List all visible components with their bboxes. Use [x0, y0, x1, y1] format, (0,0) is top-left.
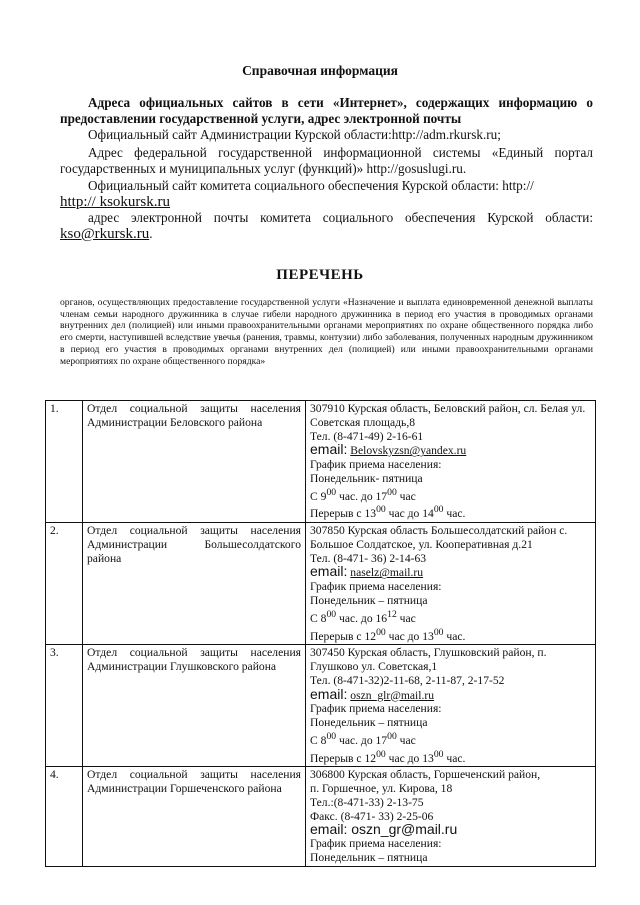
schedule-break — [310, 748, 591, 766]
break-to-min: 00 — [433, 504, 444, 516]
hours-from: С 8 — [310, 611, 327, 625]
office-email[interactable]: email: oszn_gr@mail.ru — [310, 821, 458, 838]
office-name: Отдел социальной защиты населения Администрации Глушковского района — [83, 645, 306, 767]
schedule-days: Понедельник- пятница — [310, 471, 423, 485]
break-to-min: 00 — [433, 626, 444, 638]
office-address: 307910 Курская область, Беловский район, сл. Белая ул. Советская площадь,8 — [310, 402, 586, 429]
office-email[interactable]: oszn_glr@mail.ru — [350, 688, 435, 702]
kso-email-link[interactable]: kso@rkursk.ru — [60, 225, 150, 242]
schedule-label: График приема населения: — [310, 458, 442, 472]
office-contacts — [306, 523, 596, 645]
row-number: 1. — [46, 401, 83, 523]
schedule-label: График приема населения: — [310, 580, 442, 594]
break-from-min: 00 — [376, 504, 386, 516]
table-row — [46, 401, 596, 523]
office-email[interactable]: Belovskyzsn@yandex.ru — [350, 444, 467, 458]
kso-site-link[interactable]: http:// ksokursk.ru — [60, 193, 171, 210]
gos-portal-label: Адрес федеральной государственной информационной системы «Единый портал государственных и муниципальных услуг (функций)» — [60, 145, 593, 176]
schedule-hours — [310, 486, 591, 504]
office-phone: Тел. (8-471-32)2-11-68, 2-11-87, 2-17-52 — [310, 673, 505, 687]
kso-email-line — [60, 210, 593, 242]
office-contacts — [306, 401, 596, 523]
break-from-min: 00 — [376, 748, 386, 760]
break-from-min: 00 — [376, 626, 386, 638]
email-label: email: — [310, 441, 348, 458]
break-from: Перерыв с 12 — [310, 629, 377, 643]
table-row — [46, 523, 596, 645]
adm-site-label: Официальный сайт Администрации Курской области: — [88, 127, 392, 142]
office-address: 307450 Курская область, Глушковский район, п. Глушково ул. Советская,1 — [310, 646, 547, 673]
row-number: 3. — [46, 645, 83, 767]
office-email-line — [310, 685, 591, 703]
hours-to: час. до 17 — [339, 489, 388, 503]
hours-unit: час — [399, 611, 416, 625]
break-from: Перерыв с 12 — [310, 751, 377, 765]
break-to: час до 13 — [388, 629, 434, 643]
hours-to-min: 12 — [387, 608, 397, 620]
office-phone: Тел. (8-471-49) 2-16-61 — [310, 429, 424, 443]
kso-site-link-a[interactable]: http:// — [502, 178, 534, 193]
schedule-break — [310, 626, 591, 644]
break-unit: час. — [446, 507, 466, 521]
break-to-min: 00 — [433, 748, 444, 760]
gos-portal-link[interactable]: http://gosuslugi.ru. — [366, 160, 467, 176]
office-phone: Тел. (8-471- 36) 2-14-63 — [310, 551, 427, 565]
break-to: час до 13 — [388, 751, 434, 765]
office-contacts — [306, 645, 596, 767]
row-number: 4. — [46, 767, 83, 867]
offices-table — [45, 400, 596, 867]
hours-to: час. до 16 — [339, 611, 388, 625]
office-name: Отдел социальной защиты населения Администрации Беловского района — [83, 401, 306, 523]
schedule-label: График приема населения: — [310, 837, 442, 851]
office-contacts — [306, 767, 596, 867]
kso-site-label: Официальный сайт комитета социального обеспечения Курской области: — [88, 178, 499, 193]
office-email-line — [310, 443, 591, 458]
break-to: час до 14 — [388, 507, 434, 521]
hours-from-min: 00 — [326, 608, 337, 620]
schedule-days: Понедельник – пятница — [310, 716, 428, 730]
schedule-break — [310, 503, 591, 521]
hours-from-min: 00 — [326, 730, 337, 742]
hours-from: С 8 — [310, 733, 327, 747]
section-heading: Адреса официальных сайтов в сети «Интернет», содержащих информацию о предоставлении государственной услуги, адрес электронной почты — [60, 95, 593, 126]
table-row — [46, 767, 596, 867]
list-heading: ПЕРЕЧЕНЬ — [276, 267, 364, 283]
page-title: Справочная информация — [242, 63, 398, 78]
break-from: Перерыв с 13 — [310, 507, 377, 521]
adm-site-link[interactable]: http://adm.rkursk.ru; — [391, 127, 501, 142]
office-address-2: п. Горшечное, ул. Кирова, 18 — [310, 782, 453, 796]
office-email[interactable]: naselz@mail.ru — [350, 566, 424, 580]
office-phone: Тел.:(8-471-33) 2-13-75 — [310, 795, 424, 809]
break-unit: час. — [446, 751, 466, 765]
gos-portal-line — [60, 145, 593, 176]
hours-to-min: 00 — [387, 486, 397, 498]
schedule-hours — [310, 730, 591, 748]
office-address: 307850 Курская область Большесолдатский район с. Большое Солдатское, ул. Кооперативная д.21 — [310, 524, 568, 551]
schedule-label: График приема населения: — [310, 702, 442, 716]
list-intro: органов, осуществляющих предоставление государственной услуги «Назначение и выплата единовременной денежной выплаты членам семьи народного дружинника в случае гибели народного дружинника в период его участия в проводимых органами внутренних дел (полицией) или иными правоохранительными органами мероприятиях по охране общественного порядка либо его смерти, наступившей вследствие увечья (ранения, травмы, контузии) либо заболевания, полученных народным дружинником в период его участия в проводимых органами внутренних дел (полицией) или иными правоохранительными органами мероприятиях по охране общественного порядка» — [60, 297, 593, 367]
office-name: Отдел социальной защиты населения Администрации Горшеченского района — [83, 767, 306, 867]
kso-site-line — [60, 178, 593, 210]
hours-unit: час — [399, 489, 416, 503]
email-label: email: — [310, 563, 348, 580]
hours-from-min: 00 — [326, 486, 337, 498]
hours-from: С 9 — [310, 489, 327, 503]
hours-unit: час — [399, 733, 416, 747]
schedule-days: Понедельник – пятница — [310, 851, 428, 865]
break-unit: час. — [446, 629, 466, 643]
row-number: 2. — [46, 523, 83, 645]
office-fax: Факс. (8-471- 33) 2-25-06 — [310, 809, 434, 823]
schedule-hours — [310, 608, 591, 626]
hours-to-min: 00 — [387, 730, 397, 742]
schedule-days: Понедельник – пятница — [310, 594, 428, 608]
kso-email-tail: . — [149, 225, 153, 241]
office-name: Отдел социальной защиты населения Администрации Большесолдатского района — [83, 523, 306, 645]
adm-site-line — [60, 127, 593, 143]
email-label: email: — [310, 685, 348, 702]
office-email-line — [310, 565, 591, 580]
hours-to: час. до 17 — [339, 733, 388, 747]
kso-email-label: адрес электронной почты комитета социального обеспечения Курской области: — [88, 210, 593, 225]
office-address: 306800 Курская область, Горшеченский район, — [310, 768, 541, 782]
table-row — [46, 645, 596, 767]
